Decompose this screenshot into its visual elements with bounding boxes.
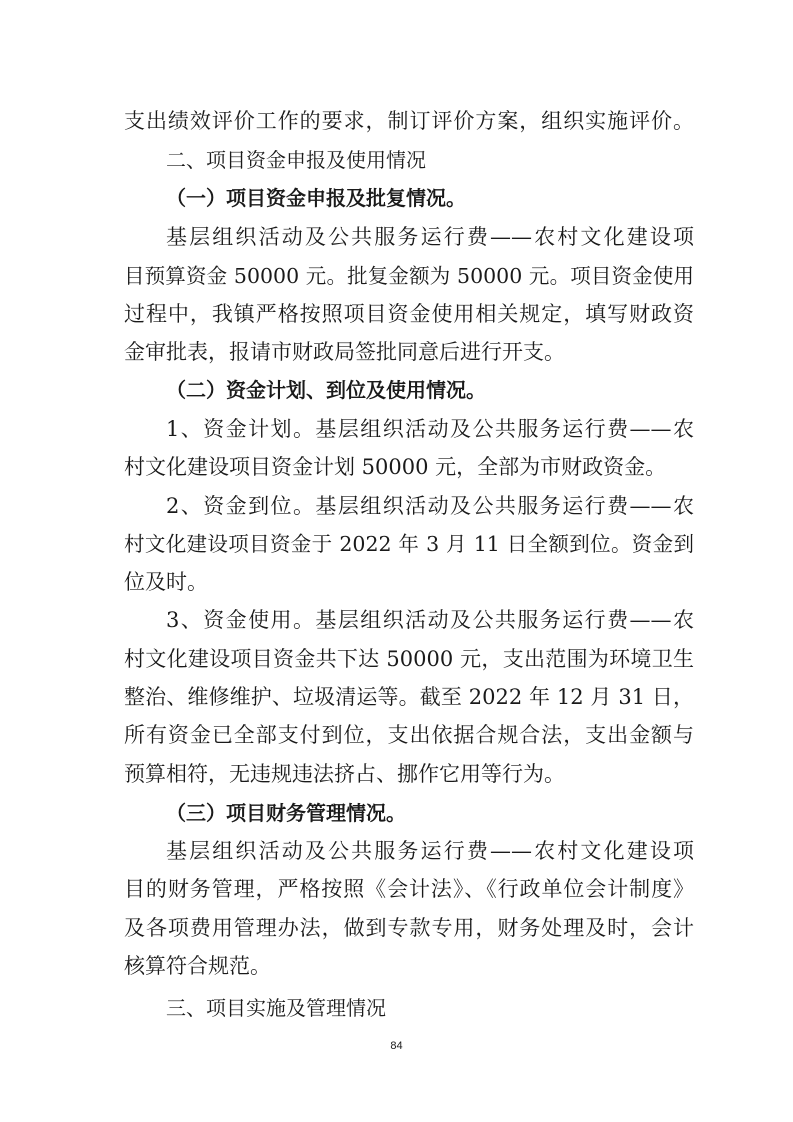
page-number: 84 (390, 1040, 403, 1052)
paragraph-line: 及各项费用管理办法，做到专款专用，财务处理及时，会计 (124, 916, 694, 940)
section-heading: 三、项目实施及管理情况 (166, 996, 386, 1020)
paragraph-line: 村文化建设项目资金共下达 50000 元，支出范围为环境卫生 (124, 647, 694, 671)
paragraph-line: 预算相符，无违规违法挤占、挪作它用等行为。 (124, 762, 565, 786)
paragraph-line: 支出绩效评价工作的要求，制订评价方案，组织实施评价。 (124, 109, 694, 133)
paragraph-line: 村文化建设项目资金于 2022 年 3 月 11 日全额到位。资金到 (124, 532, 694, 556)
subsection-heading: （一）项目资金申报及批复情况。 (166, 186, 466, 210)
paragraph-line: 核算符合规范。 (124, 954, 271, 978)
subsection-heading: （三）项目财务管理情况。 (166, 801, 406, 825)
paragraph-line: 基层组织活动及公共服务运行费——农村文化建设项 (166, 225, 694, 249)
paragraph-line: 金审批表，报请市财政局签批同意后进行开支。 (124, 340, 565, 364)
paragraph-line: 整治、维修维护、垃圾清运等。截至 2022 年 12 月 31 日， (124, 685, 694, 709)
paragraph-line: 基层组织活动及公共服务运行费——农村文化建设项 (166, 839, 694, 863)
paragraph-line: 位及时。 (124, 570, 208, 594)
paragraph-line: 村文化建设项目资金计划 50000 元，全部为市财政资金。 (124, 455, 667, 479)
section-heading: 二、项目资金申报及使用情况 (166, 148, 426, 172)
paragraph-line: 3、资金使用。基层组织活动及公共服务运行费——农 (166, 608, 694, 632)
subsection-heading: （二）资金计划、到位及使用情况。 (166, 378, 486, 402)
paragraph-line: 目的财务管理，严格按照《会计法》、《行政单位会计制度》 (124, 877, 694, 901)
paragraph-line: 过程中，我镇严格按照项目资金使用相关规定，填写财政资 (124, 302, 694, 326)
paragraph-line: 1、资金计划。基层组织活动及公共服务运行费——农 (166, 417, 694, 441)
paragraph-line: 目预算资金 50000 元。批复金额为 50000 元。项目资金使用 (124, 264, 694, 288)
paragraph-line: 所有资金已全部支付到位，支出依据合规合法，支出金额与 (124, 723, 694, 747)
paragraph-line: 2、资金到位。基层组织活动及公共服务运行费——农 (166, 494, 694, 518)
